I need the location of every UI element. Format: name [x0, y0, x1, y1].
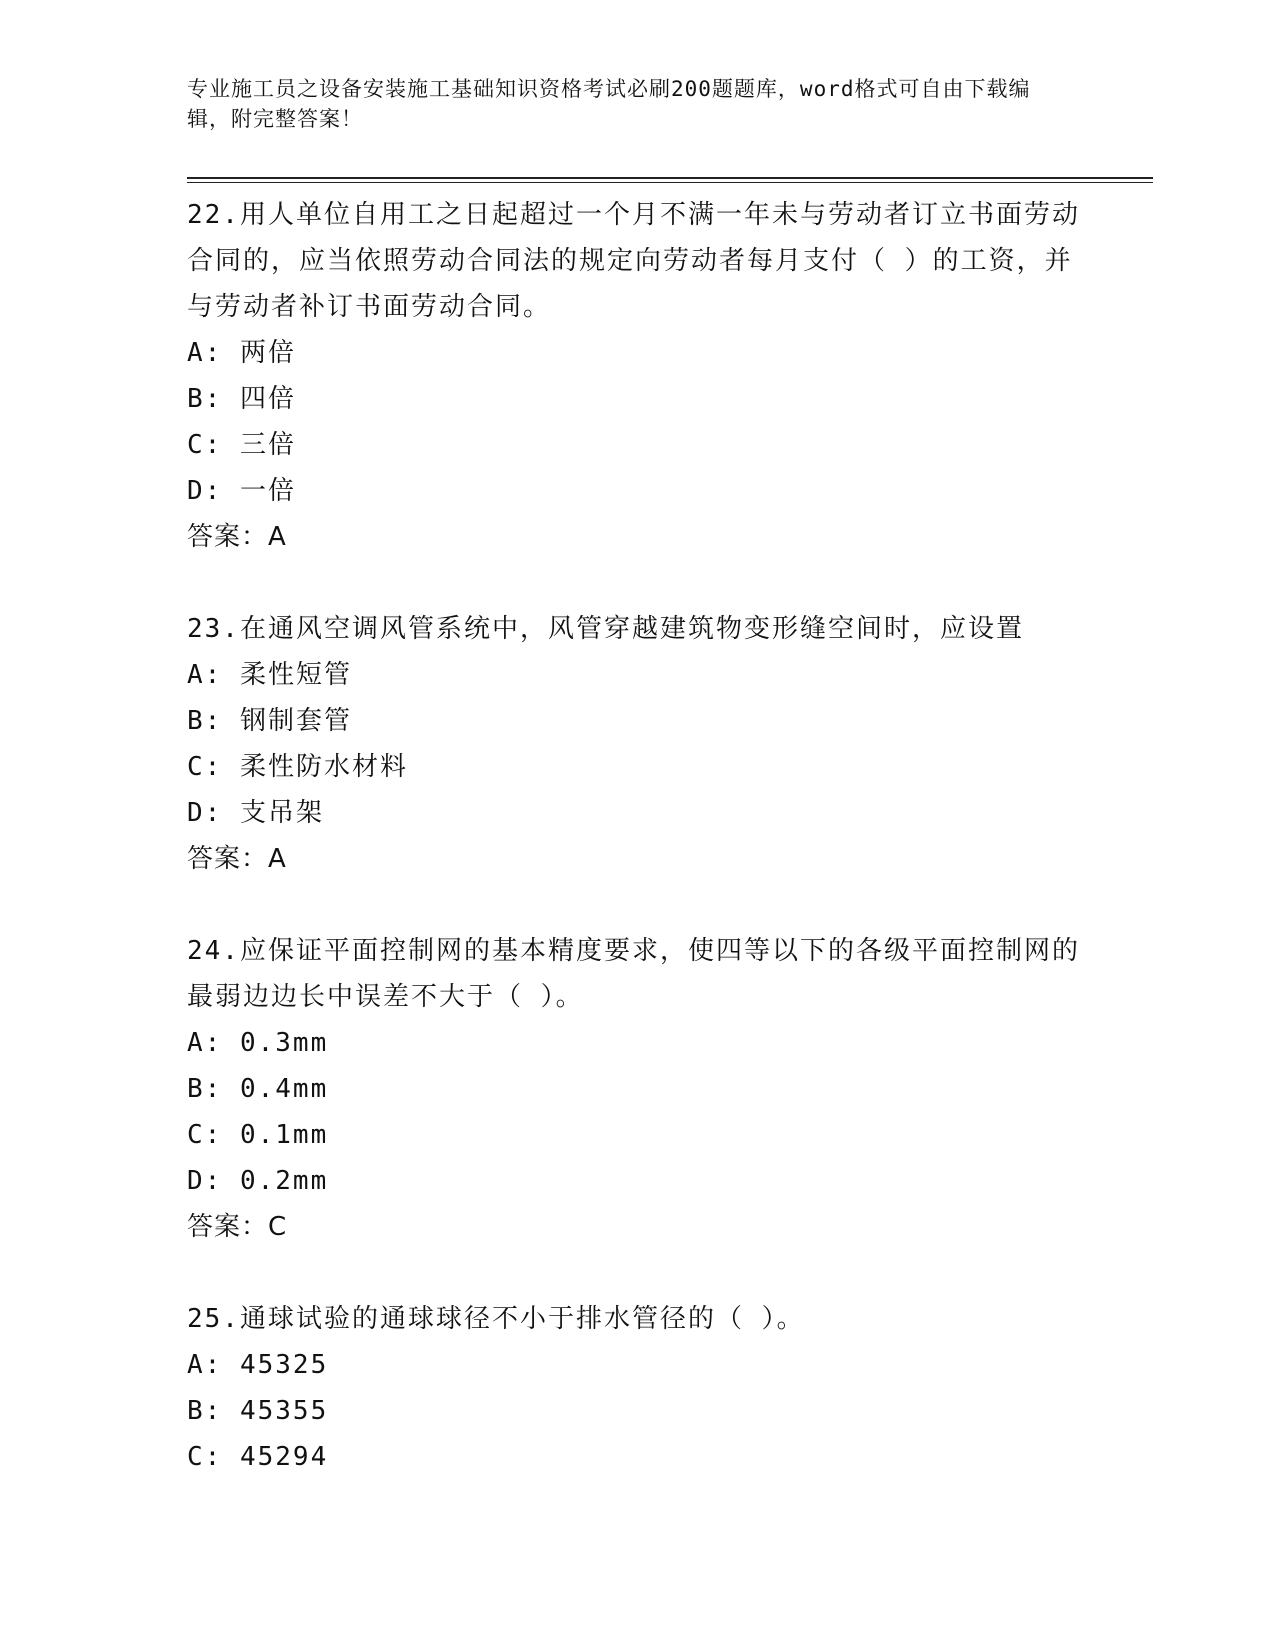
option-c: C: 45294	[187, 1442, 329, 1472]
question-spacer	[187, 882, 1087, 928]
option-b: B: 钢制套管	[187, 706, 352, 736]
option-a: A: 柔性短管	[187, 660, 352, 690]
option-a: A: 两倍	[187, 338, 296, 368]
question-stem: 24.应保证平面控制网的基本精度要求，使四等以下的各级平面控制网的最弱边边长中误差不大于（ ）。	[187, 936, 1080, 1012]
option-a: A: 0.3mm	[187, 1028, 329, 1058]
header-divider-bottom	[187, 182, 1153, 183]
answer-line: 答案：A	[187, 844, 287, 874]
option-c: C: 柔性防水材料	[187, 752, 408, 782]
answer-line: 答案：C	[187, 1212, 288, 1242]
question-stem: 25.通球试验的通球球径不小于排水管径的（ ）。	[187, 1304, 805, 1334]
question-list	[187, 192, 1087, 1480]
question-25	[187, 1296, 1087, 1480]
option-a: A: 45325	[187, 1350, 329, 1380]
option-b: B: 四倍	[187, 384, 296, 414]
question-22	[187, 192, 1087, 560]
answer-line: 答案：A	[187, 522, 287, 552]
option-d: D: 0.2mm	[187, 1166, 329, 1196]
option-d: D: 支吊架	[187, 798, 324, 828]
option-b: B: 0.4mm	[187, 1074, 329, 1104]
option-d: D: 一倍	[187, 476, 296, 506]
document-header: 专业施工员之设备安装施工基础知识资格考试必刷200题题库，word格式可自由下载编辑，附完整答案！	[187, 77, 1031, 131]
question-24	[187, 928, 1087, 1250]
option-c: C: 0.1mm	[187, 1120, 329, 1150]
question-stem: 23.在通风空调风管系统中，风管穿越建筑物变形缝空间时，应设置	[187, 614, 1024, 644]
question-23	[187, 606, 1087, 882]
header-divider-top	[187, 177, 1153, 179]
question-spacer	[187, 560, 1087, 606]
option-b: B: 45355	[187, 1396, 329, 1426]
question-spacer	[187, 1250, 1087, 1296]
option-c: C: 三倍	[187, 430, 296, 460]
question-stem: 22.用人单位自用工之日起超过一个月不满一年未与劳动者订立书面劳动合同的，应当依照劳动合同法的规定向劳动者每月支付（ ）的工资，并与劳动者补订书面劳动合同。	[187, 200, 1080, 322]
